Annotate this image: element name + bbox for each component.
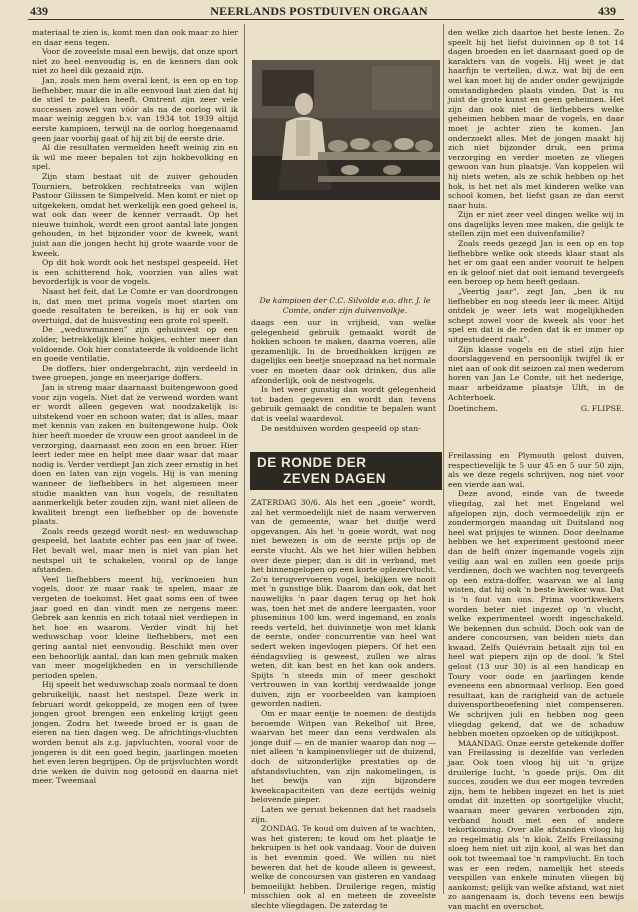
paragraph: Voor de zoveelste maal een bewijs, dat onze sport niet zo heel eenvoudig is, en de kenners dan ook niet zo heel dik gezaaid zijn. [32,47,238,76]
paragraph: MAANDAG. Onze eerste getekende doffer van Freilassing is dezelfde van verleden jaar. Ook toen vloog hij uit 'n grijze druilerige lucht, 'n goede prijs. Om dit succes, zouden we dus eer mogen tevreden zijn, hem te hebben ingezet en het is niet omdat dit inzetten op soortgelijke vlucht, waaraan meer gevaren verbonden zijn, verband houdt met een of andere tekortkoming. Over alle afstanden vloog hij zo regelmatig als 'n klok. Zelfs Freilassing sloeg hem niet uit zijn kool, al was het dan ook tot tweemaal toe 'n rampvlucht. En toch was er een reden, namelijk het steeds verspillen van enkele minuten vliegen bij aankomst; gelijk van welke afstand, wat niet zo aangenaam is, doch tevens een bewijs van macht en overschot. [448,738,624,911]
article-column-2-top [251,318,436,433]
paragraph: materiaal te zien is, komt men dan ook maar zo hier en daar eens tegen. [32,28,238,47]
paragraph: Veel liefhebbers meent hij, verknoeien hun vogels, door ze maar raak te spelen, maar ze vergeten de toekomst. Het gaat soms een of twee jaar goed en dan vindt men ze nergens meer. Gebrek aan kennis en zich totaal niet verdiepen in het hoe en waarom. Verder vindt hij het weduwschap voor kleine liefhebbers, met een gering aantal niet eenvoudig. Beschikt men over een behoorlijk aantal, dan kan men gebruik maken van meer mogelijkheden en in verschillende perioden spelen. [32,574,238,680]
paragraph: Is het weer gunstig dan wordt gelegenheid tot baden gegeven en wordt dan tevens gebruik gemaakt de conditie te bepalen want dat is veelal waardevol. [251,385,436,423]
section-heading-line-1: DE RONDE DER [257,455,367,470]
paragraph: De doffers, hier ondergebracht, zijn verdeeld in twee groepen, jonge en meerjarige doffers. [32,363,238,383]
article-column-3-top [448,28,624,414]
page-number-right: 439 [598,4,616,18]
article-column-1 [32,28,238,786]
page-number-left: 439 [30,4,48,18]
paragraph: „Veertig jaar”, zegt Jan, „ben ik nu liefhebber en nog steeds leer ik meer. Altijd ontdek je weer iets wat mogelijkheden schept zowel voor de kweek als voor het spel en dat is de reden dat ik er immer op uitgestudeerd raak”. [448,287,624,344]
paragraph: Zoals reeds gezegd Jan is een op en top liefhebbre welke ook steeds klaar staat als het er om gaat een ander vooruit te helpen en ik geloof niet dat ooit iemand tevergeefs een beroep op hem heeft gedaan. [448,239,624,287]
paragraph: Zijn klasse vogels en de stiel zijn hier doorslaggevend en persoonlijk twijfel ik er niet aan of ook dit seizoen zal men wederom horen van Jan Le Comte, uit het nederige, maar arbeidzame plaatsje Ulft, in de Achterhoek. [448,344,624,402]
paragraph: Naast het feit, dat Le Comte er van doordrongen is, dat men met prima vogels moet starten om goede resultaten te bereiken, is hij er ook van overtuigd, dat de huisvesting een grote rol speelt. [32,287,238,325]
signature-author: G. FLIPSE. [580,404,624,414]
column-divider-left [244,24,245,894]
section-heading-line-2: ZEVEN DAGEN [283,470,387,486]
paragraph: Op dit hok wordt ook het nestspel gespeeld. Het is een schitterend hok, voorzien van alles wat bevorderlijk is voor de vogels. [32,258,238,287]
article-column-2-bottom [251,498,436,911]
paragraph: Laten we gerust bekennen dat het raadsels zijn. [251,805,436,824]
paragraph: Deze avond, einde van de tweede vliegdag, zal het met Engeland wel afgelopen zijn, doch vermoedelijk zijn er zondermorgen maandag uit Duitsland nog heel wat prijsjes te winnen. Door deelname hebben we het experiment gestoond meer dan de helft onzer ingemande vogels zijn veilig aan wal en zullen een goede prijs verdienen, doch we wachten nog tevergeefs op een extra-doffer, waarvan we al lang wisten, dat hij ook 'n beste kweker was. Dat is 'n fout van ons. Prima voortkwekers worden beter niet ingezet op 'n vlucht, welke experimenteel wordt ingeschakeld. We bekennen dus schuld. Doch ook van de andere concoursen, van beiden niets dan kwaad. Zelfs Quiévrain betaalt zijn tol en heel wat piepers zijn op de dool. 'k Stel gelost (13 uur 30) is al een handicap en Toury voor oude en jaarlingen kende eveneens een abnormaal verloop. Een goed resultaat, kan de rarigheid van de actuele duivensportbeoefening niet compenseren. We schrijven juli en hebben nog geen vliegdag gekend, dat we de schaduw hebben moeten opzoeken op de uitkijkpost. [448,489,624,739]
paragraph: Om er maar eentje te noemen: de destijds beroemde Witpen van Rekelhof uit Bree, waarvan het meer dan eens verdwalen als jonge duif — en de manier waarop dan nog — niet alleen 'n kampioenvlieger uit de duizend, doch de uitzonderlijke prestaties op de afstandsvluchten, van zijn nakomelingen, is het bewijs van zijn bijzondere kweekcapaciteiten van deze eertijds weinig belovende pieper. [251,709,436,805]
column-divider-right [443,24,444,894]
paragraph: ZATERDAG 30/6. Als het een „goeie” wordt, zal het vermoedelijk niet de naam verwerven van de gemeente, waar het duifje werd opgevangen. Als het 'n goeie wordt, wat nog niet bewezen is om de eerste prijs op de eerste vlucht. Als we het hier willen hebben over deze pieper, dan is dit in verband, met het binnengelopen op een korte oplezervlucht. Zo'n terugvervoeren vogel, bekijken we nooit met 'n gunstige blik. Daarom dan ook, dat het nauwelijks 'n paar dagen terug op het hok was, toen het met de andere leergasten, voor pluseminus 100 km. werd ingemand, en zoals reeds verteld, het duivinnetje won met klank de eerste, onder concurrentie van heel wat sedert weken ingevlogen piepers. Of het een ééndagsvlieg is geweest, zullen we alras weten, dit kan best en het kan ook anders. Spijts 'n steeds min of meer geschokt vertrouwen in van kortbij verdwaalde jonge duiven, zijn er voorbeelden van kampioen geworden nadien. [251,498,436,709]
article-signature [448,404,624,414]
paragraph: De nestduiven worden gespeeld op stan- [261,423,421,433]
paragraph: Jan, zoals men hem overal kent, is een op en top liefhebber, maar die in alle eenvoud laat zien dat hij de stiel te pakken heeft. Omtrent zijn zeer vele successen zowel van vóór als na de oorlog wil ik maar weinig zeggen b.v. van 1934 tot 1939 altijd eerste kampioen, terwijl na de oorlog hoegenaamd geen jaar voorbij gaat of hij zit bij de eerste drie. [32,75,238,143]
article-column-3-bottom [448,451,624,912]
paragraph: Jan is streng maar daarnaast buitengewoon goed voor zijn vogels. Niet dat ze verwend worden want er wordt alleen gegeven wat noodzakelijk is: uitstekend voer en schoon water, dat is alles, maar met kennis van zaken en buitengewone hulp. Ook hier heeft moeder de vrouw een groot aandeel in de verzorging, daarnaast een zoon en een broer. Hier leert ieder mee en helpt mee daar waar dat maar nodig is. Verder verdiept Jan zich zeer ernstig in het doen en laten van zijn vogels. Hij is van mening wanneer de liefhebbers in het algemeen meer studie maakten van hun vogels, de resultaten aanmerkelijk beter zouden zijn, want niet alleen de kwaliteit brengt een liefhebber op de bovenste plaats. [32,382,238,527]
fancier-photo [252,60,440,200]
paragraph: Freilassing en Plymouth gelost duiven, respectievelijk te 5 uur 45 en 5 uur 50 zijn, als we deze regels schrijven, nog niet voor een vierde aan wal. [448,451,624,489]
paragraph: Hij speelt het weduwschap zoals normaal te doen gebruikelijk, naast het nestspel. Deze werk in februari wordt gekoppeld, ze mogen een of twee jongen groot brengen een enkeling krijgt geen jongen. Zodra het tweede broed er is gaan de eieren na tien dagen weg. De africhtings-vluchten worden benut als z.g. japvluchten, vooral voor de jongeren is dit een goed begin, jaarlingen moeten het even leren begrijpen. Op de prijsvluchten wordt drie weken de duivin nog getoond en daarna niet meer. Tweemaal [32,680,238,786]
paragraph: De „weduwmannen” zijn gehuisvest op een zolder, betrekkelijk kleine hokjes, echter meer dan voldoende. Ook hier constateerde ik voldoende licht en goede ventilatie. [32,325,238,364]
paragraph: daags een uur in vrijheid, van welke gelegenheid gebruik gemaakt wordt de hokken schoon te maken, daarna voeren, alle gezamenlijk. In de broedhokken krijgen ze dagelijks een beetje snoepzaad na het normale voer en moeten daar ook drinken, dus alle afzonderlijk, ook de nestvogels. [251,318,436,385]
paragraph: den welke zich daartoe het beste lenen. Zo speelt hij het liefst duivinnen op 8 tot 14 dagen broeden en let daarnaast goed op de karakters van de vogels. Hij weet je dat haarfijn te vertellen, d.w.z. wat bij de een wel kan moet bij de ander onder gewijzigde omstandigheden plaats vinden. Dat is nu juist de grote kunst en geen geheimen. Het zijn dan ook niet de liefhebbers welke geheimen hebben maar de vogels, en daar moet je achter zien te komen. Jan onderzoekt alles. Met de jongen maakt hij zich niet bijzonder druk, een prima verzorging en verder moeten ze vliegen gewoon van hun plaatsje. Van koppelen wil hij niets weten, als ze schik hebben op het hok, is het net als met kinderen welke van school komen, het liefst gaan ze dan eerst naar huis. [448,28,624,210]
photo-illustration [252,60,440,200]
paragraph: ZONDAG. Te koud om duiven af te wachten, was het gisteren; te koud om het plaatje te bekruipen is het ook vandaag. Voor de duiven is het evenmin goed. We willen nu niet beweren dat het de koude alleen is geweest, welke de concoursen van gisteren en vandaag bemoeilijkt hebben. Druilerige regen, mistig misschien ook al en meteen de zoveelste slechte vliegdagen. De zaterdag te [251,824,436,910]
paragraph: Al die resultaten vermelden heeft weinig zin en ik wil me meer bepalen tot zijn hokbevolking en spel. [32,143,238,172]
photo-caption: De kampioen der C.C. Silvolde e.o. dhr. J. le Comte, onder zijn duivenvolkje. [259,296,431,315]
header-rule [28,19,624,20]
running-title: NEERLANDS POSTDUIVEN ORGAAN [210,4,428,18]
page-header [22,4,616,20]
signature-place: Doetinchem. [448,404,498,414]
section-heading-banner [250,452,442,490]
paragraph: Zijn stam bestaat uit de zuiver gehouden Tourniers, betrokken rechtstreeks van wijlen Pastoor Gilissen te Simpelveld. Men komt er niet op uitgekeken, omdat het werkelijk een goed geheel is, wat ook dan weer de kenner verraadt. Op het nieuwe tuinhok, wordt een groot aantal late jongen gehouden, in het bijzonder voor de kweek, want juist aan die jongen hecht hij grote waarde voor de kweek. [32,171,238,258]
paragraph: Zijn er niet zeer veel dingen welke wij in ons dagelijks leven mee maken, die gelijk te stellen zijn met een duivenfamilie? [448,210,624,239]
paragraph: Zoals reeds gezegd wordt nest- en weduwschap gespeeld, het laatste echter pas een jaar of twee. Het bevalt wel, maar men is niet van plan het nestspel uit te schakelen, vooral op de lange afstanden. [32,526,238,575]
